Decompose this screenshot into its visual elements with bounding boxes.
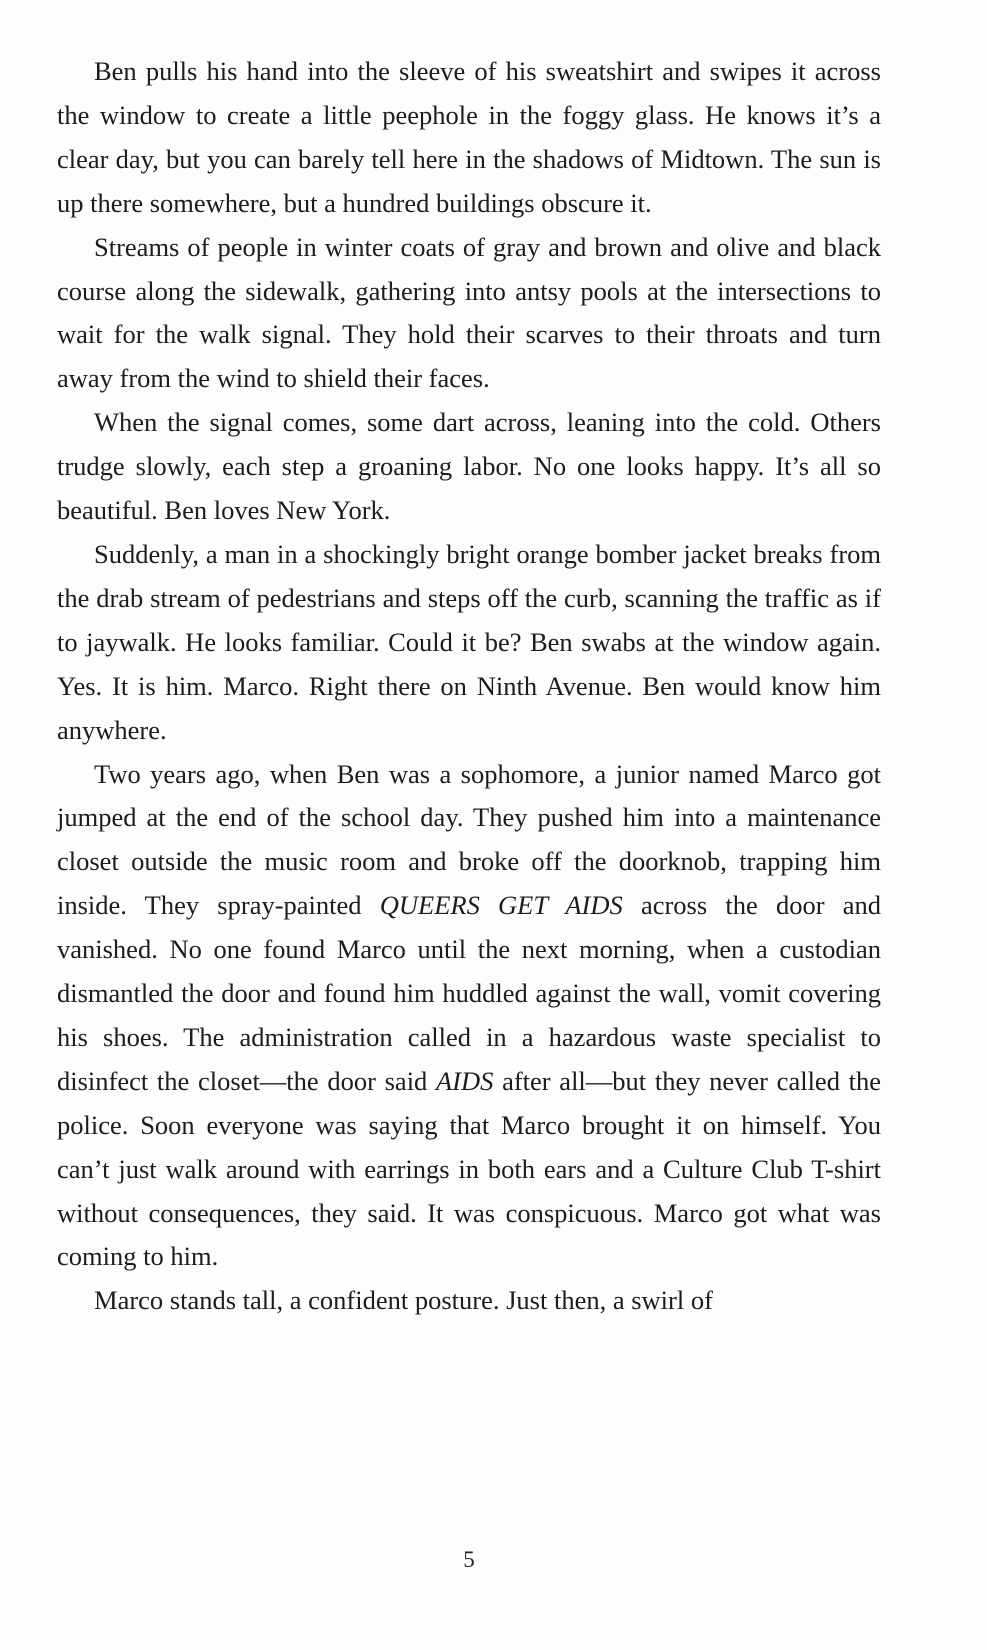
text-run: When the signal comes, some dart across, leaning into the cold. Others trudge slowly, each step a groaning labor. No one looks happy. It’s all so beautiful. Ben loves New York. bbox=[57, 407, 881, 526]
paragraph bbox=[57, 1279, 881, 1323]
paragraph bbox=[57, 50, 881, 226]
italic-text-run: AIDS bbox=[436, 1065, 494, 1096]
page-text bbox=[57, 50, 881, 1323]
paragraph bbox=[57, 226, 881, 402]
text-run: after all—but they never called the police. Soon everyone was saying that Marco brought it on himself. You can’t just walk around with earrings in both ears and a Culture Club T-shirt without consequences, they said. It was conspicuous. Marco got what was coming to him. bbox=[57, 1065, 881, 1272]
text-run: across the door and vanished. No one found Marco until the next morning, when a custodian dismantled the door and found him huddled against the wall, vomit covering his shoes. The administration called in a hazardous waste specialist to disinfect the closet—the door said bbox=[57, 890, 882, 1096]
text-run: Streams of people in winter coats of gray and brown and olive and black course along the sidewalk, gathering into antsy pools at the intersections to wait for the walk signal. They hold their scarves to their throats and turn away from the wind to shield their faces. bbox=[57, 231, 881, 394]
text-run: Marco stands tall, a confident posture. Just then, a swirl of bbox=[94, 1285, 713, 1316]
page-number: 5 bbox=[463, 1547, 475, 1572]
text-run: Ben pulls his hand into the sleeve of his sweatshirt and swipes it across the window to create a little peephole in the foggy glass. He knows it’s a clear day, but you can barely tell here in the shadows of Midtown. The sun is up there somewhere, but a hundred buildings obscure it. bbox=[57, 56, 881, 218]
paragraph bbox=[57, 401, 881, 533]
italic-text-run: QUEERS GET AIDS bbox=[379, 890, 623, 921]
paragraph bbox=[57, 533, 881, 753]
text-run: Two years ago, when Ben was a sophomore, a junior named Marco got jumped at the end of the school day. They pushed him into a maintenance closet outside the music room and broke off the doorknob, trapping him inside. They spray-painted bbox=[57, 758, 881, 921]
text-run: Suddenly, a man in a shockingly bright orange bomber jacket breaks from the drab stream of pedestrians and steps off the curb, scanning the traffic as if to jaywalk. He looks familiar. Could it be? Ben swabs at the window again. Yes. It is him. Marco. Right there on Ninth Avenue. Ben would know him anywhere. bbox=[57, 538, 881, 745]
paragraph bbox=[57, 753, 881, 1280]
